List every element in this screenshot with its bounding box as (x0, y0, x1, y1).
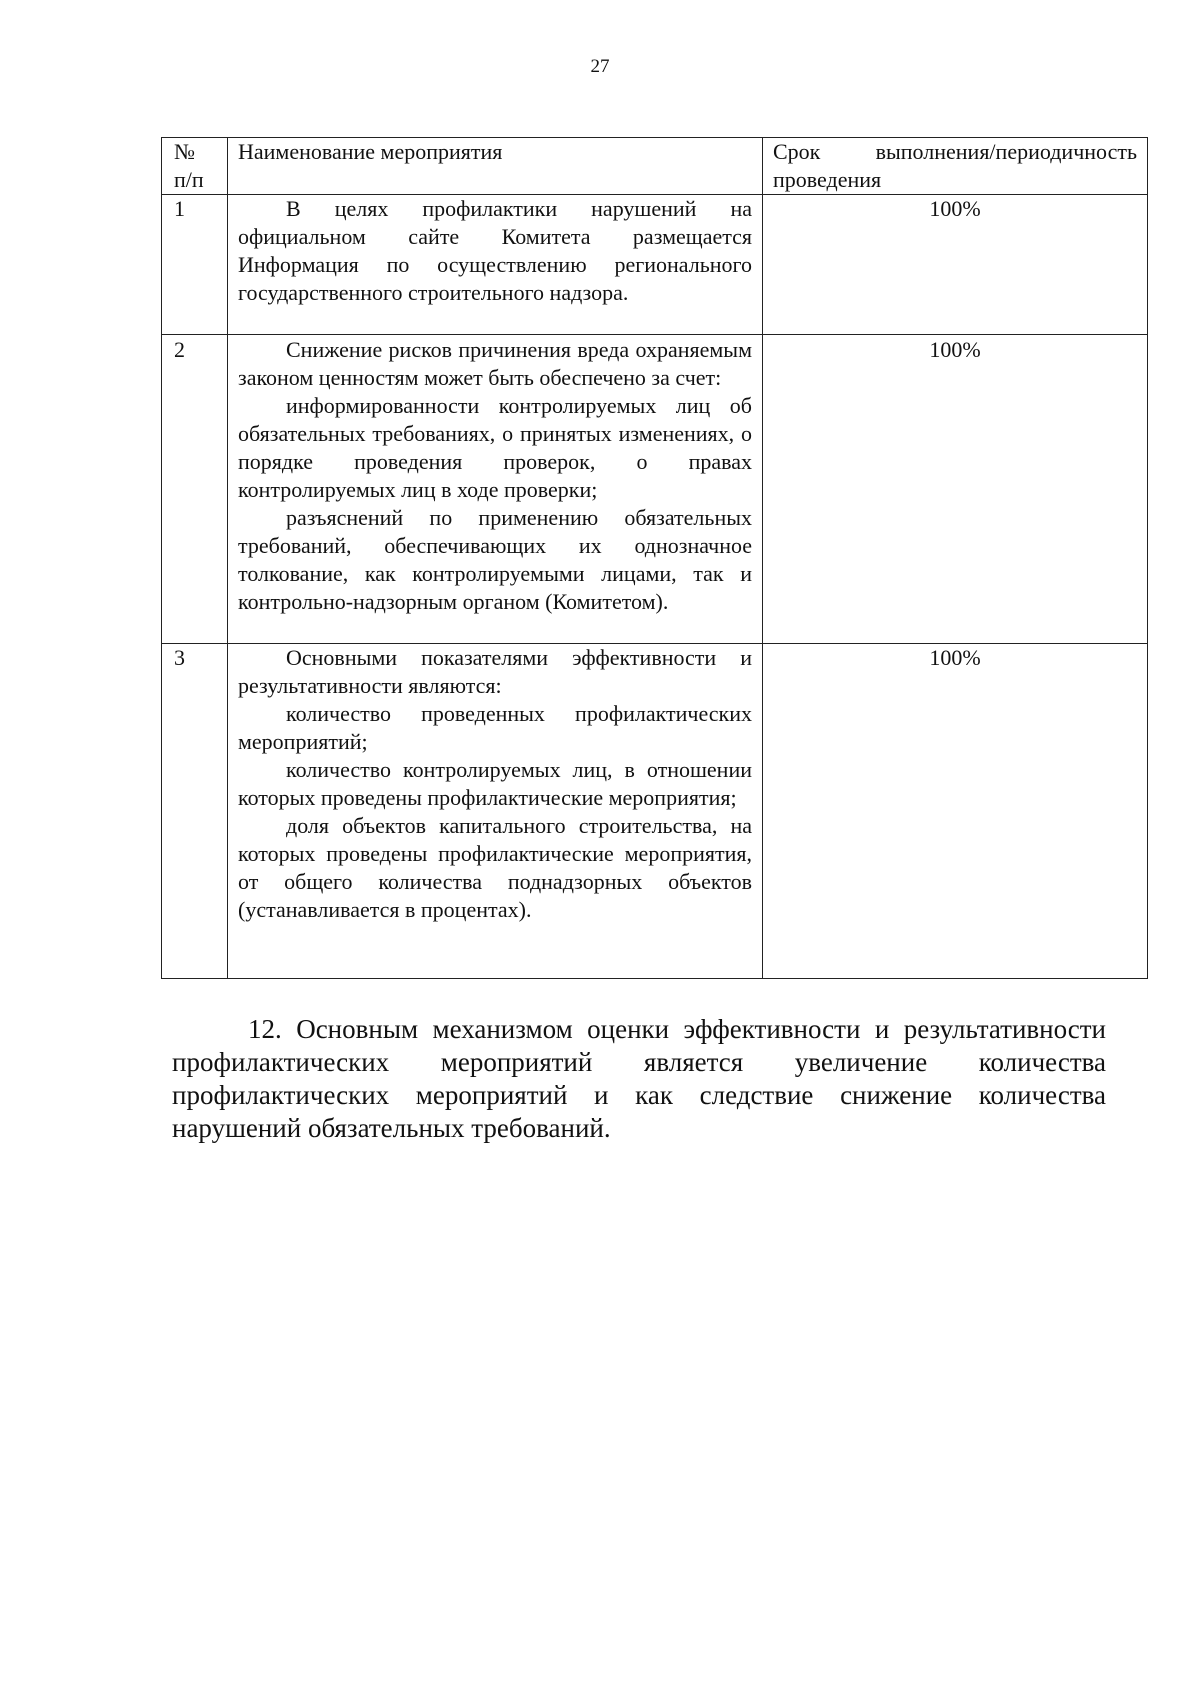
row-number: 2 (162, 335, 228, 644)
row-description (228, 335, 763, 644)
header-number-line1: № (174, 139, 195, 164)
row-description (228, 195, 763, 335)
row-paragraph: количество проведенных профилактических мероприятий; (238, 701, 752, 754)
row-number: 1 (162, 195, 228, 335)
table-row (162, 195, 1148, 335)
closing-paragraph: 12. Основным механизмом оценки эффективности и результативности профилактических мероприятий является увеличение количества профилактических мероприятий и как следствие снижение количества нарушений обязательных требований. (172, 1014, 1106, 1143)
row-paragraph: В целях профилактики нарушений на официальном сайте Комитета размещается Информация по осуществлению регионального государственного строительного надзора. (238, 196, 752, 305)
row-term: 100% (763, 644, 1148, 979)
page-number: 27 (590, 56, 610, 77)
row-description (228, 644, 763, 979)
header-name-cell: Наименование мероприятия (228, 138, 763, 195)
row-term: 100% (763, 335, 1148, 644)
header-number-cell (162, 138, 228, 195)
header-term-cell: Срок выполнения/периодичность проведения (763, 138, 1148, 195)
activities-table (161, 137, 1148, 979)
table-row (162, 335, 1148, 644)
header-number-line2: п/п (174, 167, 204, 192)
row-term: 100% (763, 195, 1148, 335)
row-paragraph: информированности контролируемых лиц об обязательных требованиях, о принятых изменениях, о порядке проведения проверок, о правах контролируемых лиц в ходе проверки; (238, 393, 752, 502)
table-row (162, 644, 1148, 979)
row-paragraph: разъяснений по применению обязательных требований, обеспечивающих их однозначное толкование, как контролируемыми лицами, так и контрольно-надзорным органом (Комитетом). (238, 505, 752, 614)
row-paragraph: доля объектов капитального строительства, на которых проведены профилактические мероприятия, от общего количества поднадзорных объектов (устанавливается в процентах). (238, 813, 752, 922)
row-paragraph: количество контролируемых лиц, в отношении которых проведены профилактические мероприятия; (238, 757, 752, 810)
row-paragraph: Снижение рисков причинения вреда охраняемым законом ценностям может быть обеспечено за счет: (238, 337, 752, 390)
table-header-row (162, 138, 1148, 195)
row-paragraph: Основными показателями эффективности и результативности являются: (238, 645, 752, 698)
row-number: 3 (162, 644, 228, 979)
